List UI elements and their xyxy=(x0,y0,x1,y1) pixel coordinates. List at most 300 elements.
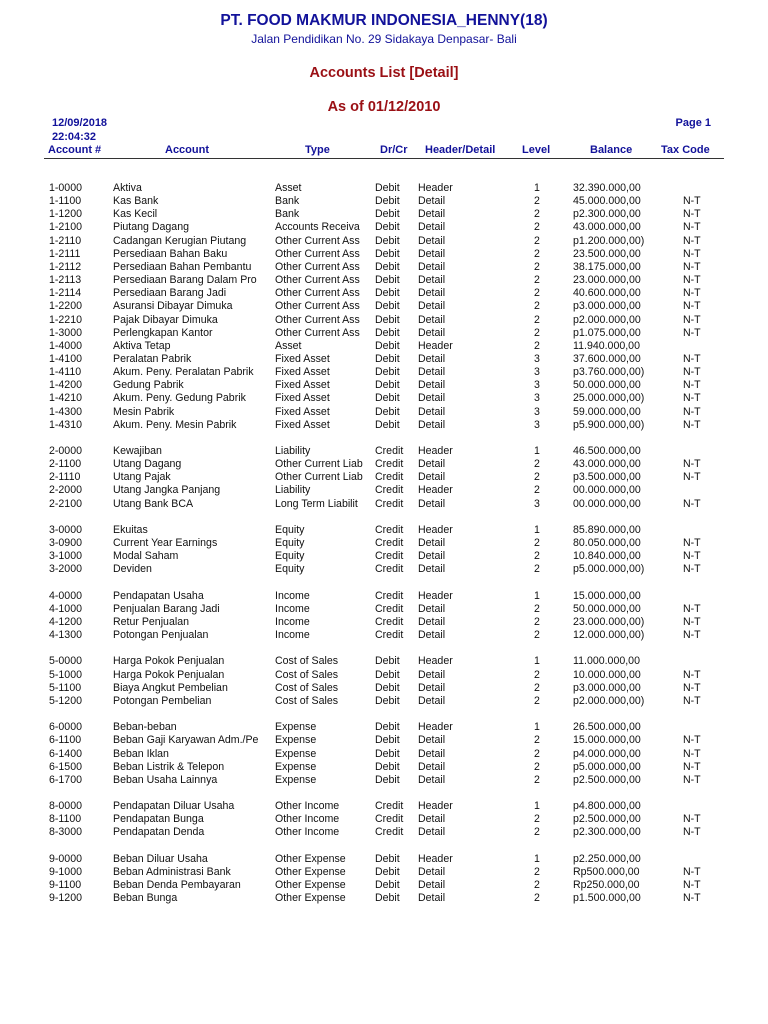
account-tax-code: N-T xyxy=(683,195,701,208)
account-number: 5-1000 xyxy=(49,668,82,681)
account-balance: 50.000.000,00 xyxy=(573,602,641,615)
page-number: Page 1 xyxy=(675,117,711,129)
account-header-detail: Detail xyxy=(418,879,446,891)
account-name: Kas Kecil xyxy=(113,208,158,221)
table-row xyxy=(0,314,768,327)
account-number: 3-1000 xyxy=(49,550,82,563)
account-balance: p2.500.000,00 xyxy=(573,813,641,826)
account-type: Cost of Sales xyxy=(275,668,339,681)
account-type: Other Income xyxy=(275,800,340,813)
table-row xyxy=(0,484,768,497)
table-row xyxy=(0,669,768,682)
table-row xyxy=(0,879,768,892)
table-row xyxy=(0,498,768,511)
account-number: 4-0000 xyxy=(49,589,82,602)
account-header-detail: Detail xyxy=(418,247,446,260)
table-row xyxy=(0,695,768,708)
account-dr-cr: Debit xyxy=(375,300,400,313)
account-type: Other Expense xyxy=(275,865,346,878)
account-name: Pendapatan Usaha xyxy=(113,589,204,602)
account-dr-cr: Credit xyxy=(375,550,404,563)
account-name: Harga Pokok Penjualan xyxy=(113,655,225,668)
account-dr-cr: Debit xyxy=(375,379,400,392)
table-row xyxy=(0,853,768,866)
account-tax-code: N-T xyxy=(683,221,701,234)
account-level: 1 xyxy=(534,523,540,536)
account-number: 8-0000 xyxy=(49,800,82,813)
account-tax-code: N-T xyxy=(683,550,701,563)
account-level: 2 xyxy=(534,734,540,747)
account-header-detail: Detail xyxy=(418,287,446,300)
account-level: 2 xyxy=(534,287,540,300)
table-row xyxy=(0,866,768,879)
account-balance: 50.000.000,00 xyxy=(573,379,641,392)
account-tax-code: N-T xyxy=(683,366,701,379)
account-number: 1-4110 xyxy=(49,366,82,379)
account-tax-code: N-T xyxy=(683,260,701,273)
column-header-dr-cr: Dr/Cr xyxy=(380,144,408,156)
account-number: 1-3000 xyxy=(49,326,82,339)
account-balance: p2.250.000,00 xyxy=(573,852,641,865)
account-dr-cr: Credit xyxy=(375,471,404,484)
account-name: Potongan Penjualan xyxy=(113,629,209,642)
account-balance: 37.600.000,00 xyxy=(573,353,641,365)
table-row xyxy=(0,826,768,839)
account-number: 1-2114 xyxy=(49,287,82,300)
account-type: Other Current Liab xyxy=(275,471,363,484)
account-header-detail: Detail xyxy=(418,760,446,773)
account-balance: 10.840.000,00 xyxy=(573,550,641,563)
account-type: Expense xyxy=(275,747,317,760)
account-dr-cr: Debit xyxy=(375,221,400,234)
account-balance: 32.390.000,00 xyxy=(573,182,641,194)
account-name: Current Year Earnings xyxy=(113,537,218,549)
account-tax-code: N-T xyxy=(683,471,701,484)
account-type: Income xyxy=(275,602,310,615)
column-header-account: Account xyxy=(165,144,209,156)
table-row xyxy=(0,221,768,234)
account-balance: p4.800.000,00 xyxy=(573,800,641,813)
account-tax-code: N-T xyxy=(683,760,701,773)
table-row xyxy=(0,379,768,392)
account-dr-cr: Debit xyxy=(375,655,400,668)
account-balance: 85.890.000,00 xyxy=(573,523,641,536)
account-number: 4-1300 xyxy=(49,629,82,642)
account-type: Equity xyxy=(275,550,305,563)
account-number: 3-2000 xyxy=(49,563,82,576)
account-dr-cr: Debit xyxy=(375,287,400,300)
account-dr-cr: Debit xyxy=(375,694,400,707)
account-type: Other Current Ass xyxy=(275,326,360,339)
account-number: 4-1000 xyxy=(49,602,82,615)
table-row xyxy=(0,550,768,563)
account-level: 2 xyxy=(534,550,540,563)
account-header-detail: Detail xyxy=(418,563,446,576)
account-dr-cr: Debit xyxy=(375,274,400,287)
account-name: Deviden xyxy=(113,563,152,576)
account-level: 2 xyxy=(534,892,540,905)
account-number: 1-2111 xyxy=(49,247,81,260)
account-type: Fixed Asset xyxy=(275,366,330,379)
account-header-detail: Header xyxy=(418,339,453,352)
account-tax-code: N-T xyxy=(683,734,701,747)
account-header-detail: Detail xyxy=(418,208,446,221)
account-header-detail: Detail xyxy=(418,813,446,826)
account-level: 2 xyxy=(534,694,540,707)
account-tax-code: N-T xyxy=(683,694,701,707)
account-name: Akum. Peny. Gedung Pabrik xyxy=(113,392,246,405)
account-header-detail: Detail xyxy=(418,458,446,471)
account-balance: 46.500.000,00 xyxy=(573,445,641,457)
table-row xyxy=(0,182,768,195)
account-number: 8-1100 xyxy=(49,813,82,826)
account-balance: 80.050.000,00 xyxy=(573,537,641,549)
account-level: 2 xyxy=(534,773,540,786)
account-header-detail: Detail xyxy=(418,418,446,431)
table-row xyxy=(0,629,768,642)
account-level: 1 xyxy=(534,589,540,602)
account-header-detail: Detail xyxy=(418,195,446,208)
account-header-detail: Detail xyxy=(418,602,446,615)
account-header-detail: Detail xyxy=(418,616,446,628)
account-type: Liability xyxy=(275,484,311,497)
account-header-detail: Detail xyxy=(418,379,446,392)
account-type: Other Income xyxy=(275,813,340,826)
account-header-detail: Header xyxy=(418,589,453,602)
account-dr-cr: Debit xyxy=(375,892,400,905)
account-level: 2 xyxy=(534,274,540,287)
account-number: 1-4310 xyxy=(49,418,82,431)
account-name: Pendapatan Denda xyxy=(113,826,205,839)
account-tax-code: N-T xyxy=(683,563,701,576)
column-header-balance: Balance xyxy=(590,144,633,156)
account-number: 9-1000 xyxy=(49,865,82,878)
table-row xyxy=(0,261,768,274)
column-header-header-detail: Header/Detail xyxy=(425,144,496,156)
account-number: 1-2110 xyxy=(49,234,82,247)
account-header-detail: Header xyxy=(418,182,453,194)
table-row xyxy=(0,524,768,537)
account-header-detail: Detail xyxy=(418,773,446,786)
account-number: 9-1100 xyxy=(49,879,82,891)
account-balance: p3.760.000,00) xyxy=(573,366,645,379)
account-dr-cr: Debit xyxy=(375,721,400,734)
account-number: 6-1100 xyxy=(49,734,82,747)
account-balance: 23.500.000,00 xyxy=(573,247,641,260)
report-as-of-date: As of 01/12/2010 xyxy=(327,99,441,115)
account-balance: 43.000.000,00 xyxy=(573,221,641,234)
account-type: Other Income xyxy=(275,826,340,839)
account-header-detail: Detail xyxy=(418,234,446,247)
account-name: Mesin Pabrik xyxy=(113,405,175,418)
account-balance: p2.300.000,00 xyxy=(573,826,641,839)
account-type: Fixed Asset xyxy=(275,405,330,418)
account-tax-code: N-T xyxy=(683,313,701,326)
account-dr-cr: Credit xyxy=(375,813,404,826)
account-type: Expense xyxy=(275,773,317,786)
account-type: Bank xyxy=(275,208,300,221)
account-name: Beban Bunga xyxy=(113,892,178,905)
account-balance: Rp500.000,00 xyxy=(573,865,640,878)
account-number: 1-0000 xyxy=(49,182,82,194)
account-name: Beban Usaha Lainnya xyxy=(113,773,218,786)
account-tax-code: N-T xyxy=(683,497,701,510)
account-level: 2 xyxy=(534,484,540,497)
account-tax-code: N-T xyxy=(683,392,701,405)
account-name: Beban Gaji Karyawan Adm./Pe xyxy=(113,734,259,747)
table-row xyxy=(0,340,768,353)
account-name: Beban Iklan xyxy=(113,747,169,760)
account-balance: 59.000.000,00 xyxy=(573,405,641,418)
account-level: 2 xyxy=(534,879,540,891)
account-type: Asset xyxy=(275,182,302,194)
account-number: 2-1110 xyxy=(49,471,81,484)
account-balance: 15.000.000,00 xyxy=(573,734,641,747)
account-tax-code: N-T xyxy=(683,458,701,471)
account-balance: p2.500.000,00 xyxy=(573,773,641,786)
account-level: 2 xyxy=(534,826,540,839)
account-balance: p2.000.000,00) xyxy=(573,694,645,707)
table-row xyxy=(0,248,768,261)
account-header-detail: Detail xyxy=(418,274,446,287)
account-dr-cr: Credit xyxy=(375,563,404,576)
account-number: 9-0000 xyxy=(49,852,82,865)
account-level: 2 xyxy=(534,300,540,313)
account-name: Persediaan Bahan Baku xyxy=(113,247,228,260)
account-balance: p3.000.000,00 xyxy=(573,300,641,313)
account-header-detail: Detail xyxy=(418,300,446,313)
account-name: Perlengkapan Kantor xyxy=(113,326,213,339)
account-dr-cr: Debit xyxy=(375,326,400,339)
table-row xyxy=(0,458,768,471)
account-header-detail: Detail xyxy=(418,892,446,905)
account-balance: p3.000.000,00 xyxy=(573,681,641,694)
account-name: Asuransi Dibayar Dimuka xyxy=(113,300,233,313)
table-row xyxy=(0,734,768,747)
account-level: 1 xyxy=(534,445,540,457)
account-name: Potongan Pembelian xyxy=(113,694,212,707)
account-level: 1 xyxy=(534,182,540,194)
account-name: Gedung Pabrik xyxy=(113,379,184,392)
account-tax-code: N-T xyxy=(683,826,701,839)
account-type: Long Term Liabilit xyxy=(275,497,358,510)
account-name: Aktiva xyxy=(113,182,142,194)
account-dr-cr: Credit xyxy=(375,800,404,813)
account-type: Equity xyxy=(275,523,305,536)
account-type: Asset xyxy=(275,339,302,352)
table-row xyxy=(0,366,768,379)
column-header-level: Level xyxy=(522,144,551,156)
account-balance: Rp250.000,00 xyxy=(573,879,640,891)
account-dr-cr: Debit xyxy=(375,418,400,431)
account-number: 1-2210 xyxy=(49,313,82,326)
table-row xyxy=(0,419,768,432)
account-dr-cr: Credit xyxy=(375,523,404,536)
table-row xyxy=(0,208,768,221)
account-dr-cr: Debit xyxy=(375,353,400,365)
table-row xyxy=(0,655,768,668)
account-level: 2 xyxy=(534,471,540,484)
account-balance: 10.000.000,00 xyxy=(573,668,641,681)
account-tax-code: N-T xyxy=(683,326,701,339)
account-number: 1-1200 xyxy=(49,208,82,221)
account-name: Beban Denda Pembayaran xyxy=(113,879,241,891)
report-title: Accounts List [Detail] xyxy=(309,65,459,81)
account-number: 1-4300 xyxy=(49,405,82,418)
account-name: Utang Bank BCA xyxy=(113,497,194,510)
account-dr-cr: Credit xyxy=(375,497,404,510)
account-tax-code: N-T xyxy=(683,379,701,392)
account-balance: p5.000.000,00) xyxy=(573,563,645,576)
account-dr-cr: Credit xyxy=(375,589,404,602)
account-level: 2 xyxy=(534,339,540,352)
account-name: Beban Administrasi Bank xyxy=(113,865,231,878)
account-dr-cr: Credit xyxy=(375,458,404,471)
account-name: Retur Penjualan xyxy=(113,616,189,628)
account-number: 6-1400 xyxy=(49,747,82,760)
table-row xyxy=(0,721,768,734)
account-number: 1-2200 xyxy=(49,300,82,313)
account-number: 5-1100 xyxy=(49,681,82,694)
account-header-detail: Detail xyxy=(418,471,446,484)
account-tax-code: N-T xyxy=(683,668,701,681)
account-number: 6-1700 xyxy=(49,773,82,786)
account-level: 3 xyxy=(534,353,540,365)
account-level: 2 xyxy=(534,668,540,681)
account-dr-cr: Debit xyxy=(375,339,400,352)
account-level: 3 xyxy=(534,418,540,431)
account-number: 2-2000 xyxy=(49,484,82,497)
account-header-detail: Detail xyxy=(418,260,446,273)
account-tax-code: N-T xyxy=(683,274,701,287)
account-header-detail: Detail xyxy=(418,668,446,681)
account-balance: 12.000.000,00) xyxy=(573,629,645,642)
account-header-detail: Detail xyxy=(418,313,446,326)
account-balance: 38.175.000,00 xyxy=(573,260,641,273)
account-name: Persediaan Bahan Pembantu xyxy=(113,260,252,273)
account-type: Expense xyxy=(275,760,317,773)
account-tax-code: N-T xyxy=(683,865,701,878)
account-name: Piutang Dagang xyxy=(113,221,189,234)
account-dr-cr: Debit xyxy=(375,681,400,694)
account-number: 9-1200 xyxy=(49,892,82,905)
account-level: 2 xyxy=(534,681,540,694)
account-name: Kewajiban xyxy=(113,445,162,457)
account-balance: 43.000.000,00 xyxy=(573,458,641,471)
account-level: 2 xyxy=(534,313,540,326)
account-tax-code: N-T xyxy=(683,629,701,642)
account-level: 2 xyxy=(534,458,540,471)
account-dr-cr: Credit xyxy=(375,484,404,497)
account-level: 2 xyxy=(534,537,540,549)
account-level: 2 xyxy=(534,234,540,247)
account-type: Expense xyxy=(275,734,317,747)
account-dr-cr: Credit xyxy=(375,826,404,839)
account-tax-code: N-T xyxy=(683,602,701,615)
account-tax-code: N-T xyxy=(683,813,701,826)
account-name: Biaya Angkut Pembelian xyxy=(113,681,228,694)
table-row xyxy=(0,274,768,287)
account-type: Other Current Ass xyxy=(275,313,360,326)
account-type: Other Expense xyxy=(275,879,346,891)
account-level: 2 xyxy=(534,865,540,878)
account-number: 2-2100 xyxy=(49,497,82,510)
company-name: PT. FOOD MAKMUR INDONESIA_HENNY(18) xyxy=(220,12,548,29)
account-level: 2 xyxy=(534,563,540,576)
account-type: Income xyxy=(275,629,310,642)
table-row xyxy=(0,813,768,826)
account-name: Beban Listrik & Telepon xyxy=(113,760,225,773)
account-name: Akum. Peny. Peralatan Pabrik xyxy=(113,366,254,379)
account-type: Liability xyxy=(275,445,311,457)
account-dr-cr: Debit xyxy=(375,392,400,405)
account-type: Other Current Liab xyxy=(275,458,363,471)
account-type: Accounts Receiva xyxy=(275,221,360,234)
table-row xyxy=(0,748,768,761)
account-number: 1-4200 xyxy=(49,379,82,392)
account-type: Fixed Asset xyxy=(275,353,330,365)
account-name: Penjualan Barang Jadi xyxy=(113,602,220,615)
account-dr-cr: Credit xyxy=(375,537,404,549)
account-tax-code: N-T xyxy=(683,747,701,760)
account-tax-code: N-T xyxy=(683,773,701,786)
account-dr-cr: Debit xyxy=(375,668,400,681)
account-level: 1 xyxy=(534,852,540,865)
account-header-detail: Detail xyxy=(418,734,446,747)
account-type: Other Current Ass xyxy=(275,274,360,287)
account-dr-cr: Debit xyxy=(375,734,400,747)
account-dr-cr: Debit xyxy=(375,247,400,260)
account-balance: p2.300.000,00 xyxy=(573,208,641,221)
account-type: Expense xyxy=(275,721,317,734)
account-header-detail: Header xyxy=(418,445,453,457)
account-header-detail: Detail xyxy=(418,865,446,878)
table-row xyxy=(0,471,768,484)
account-number: 1-4000 xyxy=(49,339,82,352)
table-row xyxy=(0,682,768,695)
account-number: 5-1200 xyxy=(49,694,82,707)
account-number: 5-0000 xyxy=(49,655,82,668)
table-row xyxy=(0,195,768,208)
account-type: Other Current Ass xyxy=(275,260,360,273)
account-type: Equity xyxy=(275,537,305,549)
account-tax-code: N-T xyxy=(683,353,701,365)
account-number: 4-1200 xyxy=(49,616,82,628)
account-level: 2 xyxy=(534,602,540,615)
account-dr-cr: Credit xyxy=(375,629,404,642)
account-level: 2 xyxy=(534,260,540,273)
account-header-detail: Detail xyxy=(418,550,446,563)
account-dr-cr: Credit xyxy=(375,445,404,457)
account-name: Pendapatan Diluar Usaha xyxy=(113,800,235,813)
account-header-detail: Detail xyxy=(418,221,446,234)
account-dr-cr: Debit xyxy=(375,208,400,221)
account-header-detail: Detail xyxy=(418,392,446,405)
account-level: 2 xyxy=(534,813,540,826)
account-balance: p5.000.000,00 xyxy=(573,760,641,773)
account-name: Akum. Peny. Mesin Pabrik xyxy=(113,418,237,431)
account-balance: 11.940.000,00 xyxy=(573,339,640,352)
account-number: 2-1100 xyxy=(49,458,82,471)
account-number: 1-2113 xyxy=(49,274,82,287)
account-dr-cr: Debit xyxy=(375,234,400,247)
account-tax-code: N-T xyxy=(683,537,701,549)
table-row xyxy=(0,327,768,340)
account-header-detail: Detail xyxy=(418,353,446,365)
account-balance: p1.200.000,00) xyxy=(573,234,645,247)
account-name: Modal Saham xyxy=(113,550,179,563)
account-header-detail: Detail xyxy=(418,826,446,839)
